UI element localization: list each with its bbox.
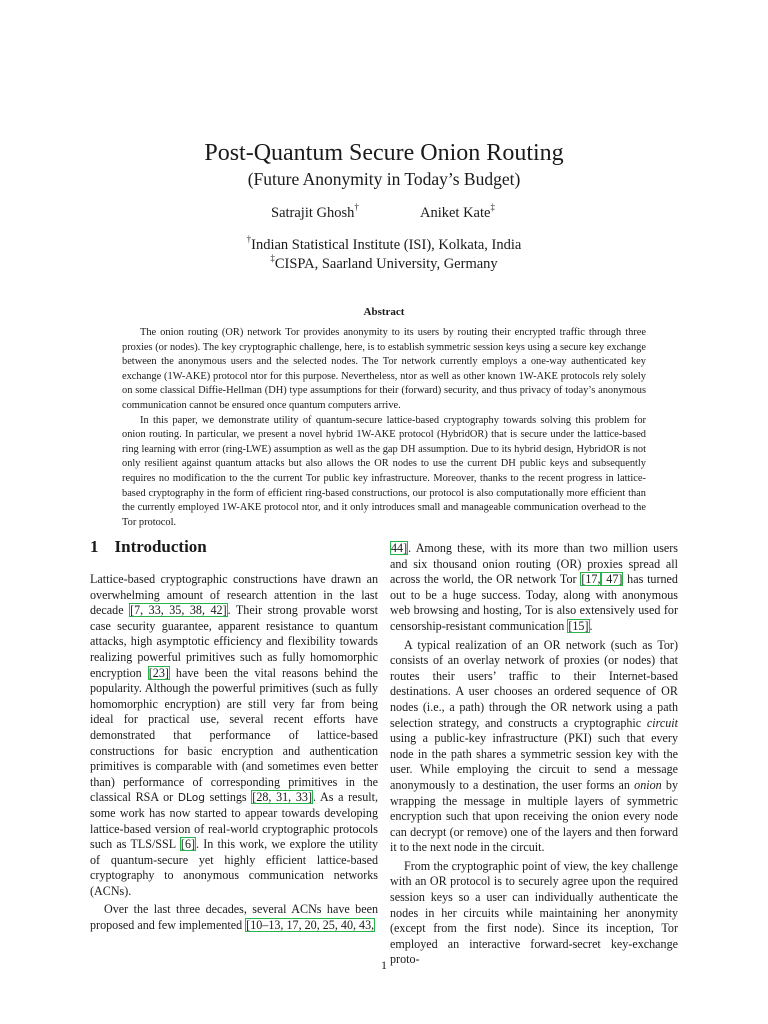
left-column [90,572,378,937]
body-paragraph [390,638,678,856]
body-text: have been the vital reasons behind the popularity. Although the powerful primitives (such as fully homomorphic encryption) are still very far from being ideal for practical use, several recent efforts have demonstrated that performance of lattice-based constructions for basic encryption and authentication primitives is comparable with (and sometimes even better than) performance of corresponding primitives in the classical RSA or [90,665,378,805]
affiliation-cispa [0,255,768,274]
paper-title: Post-Quantum Secure Onion Routing [204,140,564,166]
body-text: . [408,541,412,555]
body-text: has turned out to be a huge success. Today, along with anonymous web browsing and hosting, Tor is also extensively used for censorship-resistant communication [390,572,678,633]
abstract-paragraph: The onion routing (OR) network Tor provides anonymity to its users by routing their encrypted traffic through three proxies (or nodes). The key cryptographic challenge, here, is to establish symmetric session keys using a secure key exchange between the anonymous users and the selected nodes. The Tor network currently employs a one-way authenticated key exchange (1W-AKE) protocol ntor for this purpose. Nevertheless, ntor as well as other known 1W-AKE protocols rely solely on some classical Diffie-Hellman (DH) type assumptions for their (forward) security, and thus privacy of today’s anonymous communication cannot be ensured once quantum computers arrive. [122,327,646,411]
abstract-paragraph: In this paper, we demonstrate utility of quantum-secure lattice-based cryptography towards solving this problem for onion routing. In particular, we present a novel hybrid 1W-AKE protocol (HybridOR) that is secure under the lattice-based ring learning with error (ring-LWE) assumption as well as the gap DH assumption. Due to its hybrid design, HybridOR is not only resilient against quantum attacks but also allows the OR nodes to use the current DH public keys and subsequently requires no modification to the the current Tor public key infrastructure. Moreover, thanks to the recent progress in lattice-based cryptography in the form of efficient ring-based constructions, our protocol is also computationally more efficient than the currently employed 1W-AKE protocol ntor, and it only introduces small and manageable communication overhead to the Tor protocol. [122,414,646,528]
affiliation-isi [0,236,768,255]
citation-link[interactable]: [7, 33, 35, 38, 42] [130,603,227,618]
affiliations [0,236,768,274]
abstract [122,326,646,530]
citation-link[interactable]: [28, 31, 33] [252,790,312,805]
body-paragraph [90,902,378,933]
author-name: Aniket Kate [420,205,491,221]
right-column [390,541,678,971]
section-number: 1 [90,537,99,556]
section-heading [90,537,207,557]
affiliation-mark: ‡ [270,253,275,264]
body-text: Over the last three decades, several ACNs have been proposed and few implemented [90,902,378,933]
citation-link[interactable]: [17, [581,572,601,587]
author-ghosh [271,202,359,222]
affiliation-text: CISPA, Saarland University, Germany [274,256,498,272]
author-mark: ‡ [490,202,495,213]
body-text: . Their strong provable worst case security guarantee, apparent resistance to quantum attacks, high asymptotic efficiency and flexibility towards realizing powerful primitives such as fully homomorphic encryption [90,603,378,680]
section-title: Introduction [114,537,207,556]
emphasis-text: onion [634,777,662,792]
body-paragraph-continued [390,541,678,635]
body-text: Among these, with its more than two million users and six thousand onion routing (OR) proxies spread all across the world, the OR network Tor [390,541,678,587]
body-text: . In this work, we explore the utility of quantum-secure yet highly efficient lattice-based cryptography to anonymous communication networks (ACNs). [90,837,378,898]
citation-link[interactable]: [10–13, 17, 20, 25, 40, 43, [246,918,375,933]
citation-link[interactable]: 44] [391,541,408,555]
citation-link[interactable]: [23] [148,665,169,680]
body-text: Lattice-based cryptographic constructions have drawn an overwhelming amount of research attention in the last decade [90,572,378,618]
citation-link[interactable]: [6] [180,837,196,852]
paper-subtitle: (Future Anonymity in Today’s Budget) [247,169,521,189]
body-text: DLog [177,791,206,805]
body-text: A typical realization of an OR network (such as Tor) consists of an overlay network of proxies (or nodes) that routes their users’ traffic to their Internet-based destinations. A user chooses an ordered sequence of OR nodes (i.e., a path) through the OR network using a path selection strategy, and constructs a cryptographic [390,637,678,730]
body-paragraph [90,572,378,899]
emphasis-text: circuit [646,715,678,730]
affiliation-text: Indian Statistical Institute (ISI), Kolkata, India [251,237,522,253]
author-list [0,202,768,227]
author-kate [420,202,495,222]
author-name: Satrajit Ghosh [271,205,355,221]
body-text: settings [205,790,252,805]
author-mark: † [354,202,359,213]
page-number: 1 [381,958,387,972]
citation-link[interactable]: 47] [602,572,623,587]
body-text: by wrapping the message in multiple layers of symmetric encryption such that upon receiving the onion every node can decrypt (or remove) one of the layers and then forward it to the next node in the circuit. [390,777,678,855]
citation-link[interactable]: [15] [568,618,589,633]
body-text: . [589,618,593,633]
affiliation-mark: † [246,234,252,245]
body-text: . As a result, some work has now started to appear towards developing lattice-based version of real-world cryptographic protocols such as TLS/SSL [90,790,378,852]
body-paragraph: From the cryptographic point of view, the key challenge with an OR protocol is to securely agree upon the required session keys so a user can individually authenticate the nodes in her circuits while maintaining her anonymity (except from the first node). Since its inception, Tor employed an interactive forward-secret key-exchange proto- [390,858,678,967]
body-text: using a public-key infrastructure (PKI) such that every node in the path shares a symmetric session key with the user. While employing the circuit to send a message anonymously to a destination, the user forms an [390,731,678,792]
abstract-heading: Abstract [363,306,405,318]
